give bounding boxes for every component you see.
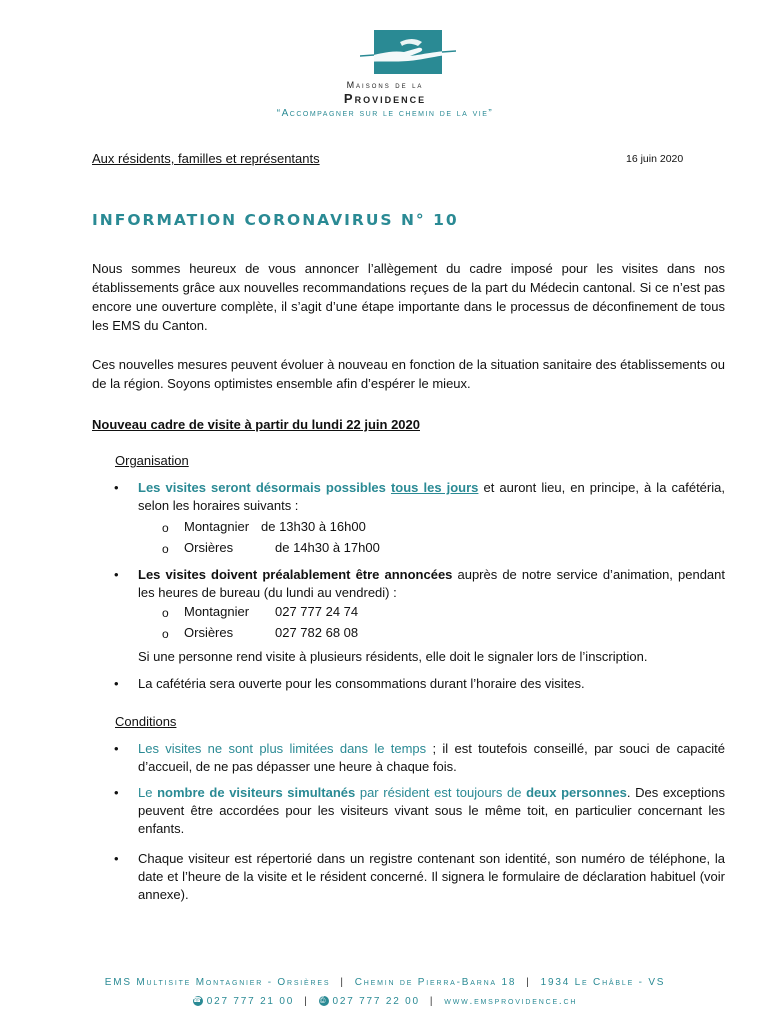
footer-website-link[interactable]: www.emsprovidence.ch bbox=[444, 996, 578, 1007]
footer-contact-line bbox=[0, 996, 770, 1007]
footer-ems: EMS Multisite Montagnier - Orsières bbox=[104, 977, 331, 988]
conditions-heading: Conditions bbox=[115, 714, 177, 729]
phone-place: Orsières bbox=[184, 625, 234, 640]
circle-bullet-icon: o bbox=[162, 521, 169, 535]
footer-address: Chemin de Pierra-Barna 18 bbox=[354, 977, 517, 988]
hours-value: de 14h30 à 17h00 bbox=[275, 540, 380, 555]
footer-separator: | bbox=[429, 996, 435, 1007]
providence-logo-icon bbox=[360, 28, 456, 76]
list-item: Les visites doivent préalablement être annoncées auprès de notre service d’animation, pendant les heures de bureau (du lundi au vendredi) : bbox=[138, 567, 725, 600]
hours-place: Montagnier bbox=[184, 519, 250, 534]
bullet-icon: • bbox=[114, 851, 119, 866]
org-motto: “Accompagner sur le chemin de la vie” bbox=[276, 108, 494, 119]
footer-separator: | bbox=[526, 977, 531, 988]
letter-title: INFORMATION CORONAVIRUS N° 10 bbox=[92, 211, 459, 229]
circle-bullet-icon: o bbox=[162, 542, 169, 556]
list-item: Le nombre de visiteurs simultanés par résident est toujours de deux personnes. Des exceptions peuvent être accordées pour les visiteurs vivant sous le même toit, en particulier concernant les enfants. bbox=[138, 785, 725, 836]
phone-icon: ☎ bbox=[192, 997, 204, 1005]
intro-paragraph: Nous sommes heureux de vous annoncer l’allègement du cadre imposé pour les visites dans nos établissements grâce aux nouvelles recommandations reçues de la part du Médecin cantonal. Si ce n’est pas encore une ouverture complète, il s’agit d’une étape importante dans le processus de déconfinement de tous les EMS du Canton. bbox=[92, 261, 725, 333]
org-subtitle: Maisons de la bbox=[346, 80, 424, 90]
bullet-icon: • bbox=[114, 676, 119, 691]
footer-phone: 027 777 21 00 bbox=[206, 996, 295, 1007]
second-paragraph: Ces nouvelles mesures peuvent évoluer à nouveau en fonction de la situation sanitaire des établissements ou de la région. Soyons optimistes ensemble afin d’espérer le mieux. bbox=[92, 357, 725, 391]
phone-place: Montagnier bbox=[184, 604, 250, 619]
recipients: Aux résidents, familles et représentants bbox=[92, 151, 320, 166]
circle-bullet-icon: o bbox=[162, 627, 169, 641]
bullet-icon: • bbox=[114, 567, 119, 582]
multiple-residents-note: Si une personne rend visite à plusieurs résidents, elle doit le signaler lors de l’inscription. bbox=[138, 649, 648, 664]
hours-place: Orsières bbox=[184, 540, 234, 555]
phone-number: 027 782 68 08 bbox=[275, 625, 359, 640]
list-item: Les visites ne sont plus limitées dans le temps ; il est toutefois conseillé, par souci de capacité d’accueil, de ne pas dépasser une heure à chaque fois. bbox=[138, 741, 725, 774]
bullet-icon: • bbox=[114, 480, 119, 495]
list-item: Chaque visiteur est répertorié dans un registre contenant son identité, son numéro de téléphone, la date et l’heure de la visite et le résident concerné. Il signera le formulaire de déclaration habituel (voir annexe). bbox=[138, 851, 725, 902]
org-name: Providence bbox=[343, 91, 427, 106]
bullet-icon: • bbox=[114, 785, 119, 800]
circle-bullet-icon: o bbox=[162, 606, 169, 620]
list-item: Les visites seront désormais possibles tous les jours et auront lieu, en principe, à la cafétéria, selon les horaires suivants : bbox=[138, 480, 725, 513]
organisation-heading: Organisation bbox=[115, 453, 189, 468]
list-item: La cafétéria sera ouverte pour les consommations durant l’horaire des visites. bbox=[138, 676, 585, 691]
phone-number: 027 777 24 74 bbox=[275, 604, 359, 619]
footer-address-line bbox=[0, 977, 770, 988]
bullet-icon: • bbox=[114, 741, 119, 756]
visit-framework-heading: Nouveau cadre de visite à partir du lundi 22 juin 2020 bbox=[92, 417, 420, 432]
footer-city: 1934 Le Châble - VS bbox=[540, 977, 666, 988]
footer-separator: | bbox=[304, 996, 309, 1007]
hours-value: de 13h30 à 16h00 bbox=[261, 519, 366, 534]
fax-icon: ⎙ bbox=[319, 997, 328, 1005]
footer-separator: | bbox=[340, 977, 345, 988]
letter-date: 16 juin 2020 bbox=[626, 153, 684, 165]
footer-fax: 027 777 22 00 bbox=[332, 996, 420, 1007]
